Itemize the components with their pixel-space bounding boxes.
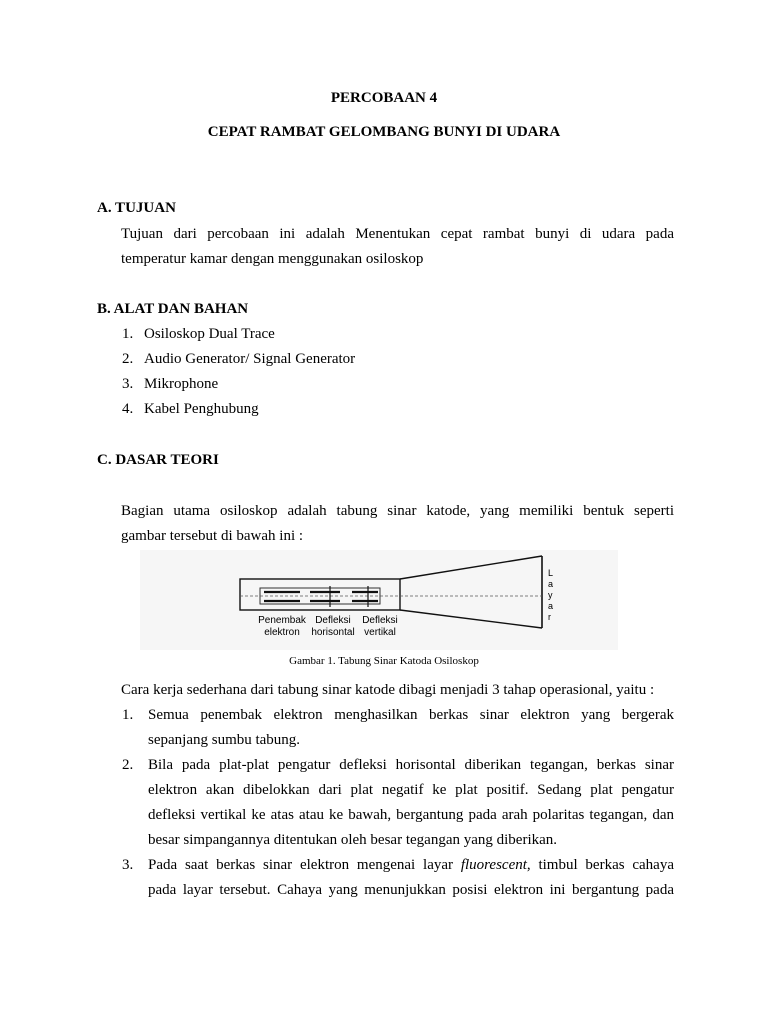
step-line: pada layar tersebut. Cahaya yang menunjukkan posisi elektron ini bergantung pada [148,882,674,898]
step-line: besar simpangannya ditentukan oleh besar tegangan yang diberikan. [148,832,558,848]
step-number: 1. [122,707,134,723]
step-text: , timbul berkas cahaya [526,857,675,873]
section-a-heading: A. TUJUAN [97,200,176,216]
crt-diagram [140,550,618,650]
list-item-number: 4. [122,401,134,417]
dasar-teori-line-2: gambar tersebut di bawah ini : [121,528,304,544]
label-layar-letter: L [548,568,554,578]
label-defleksi-horisontal: Defleksi [315,615,351,626]
section-c-heading: C. DASAR TEORI [97,452,219,468]
list-item: Audio Generator/ Signal Generator [144,351,356,367]
label-layar-letter: a [548,579,554,589]
tujuan-line-2: temperatur kamar dengan menggunakan osiloskop [121,251,424,267]
label-layar-letter: r [548,612,551,622]
tujuan-line-1: Tujuan dari percobaan ini adalah Menentukan cepat rambat bunyi di udara pada [121,226,674,242]
step-line [148,858,674,873]
label-layar-letter: y [548,590,553,600]
list-item: Mikrophone [144,376,219,392]
step-line: elektron akan dibelokkan dari plat negatif ke plat positif. Sedang plat pengatur [148,782,674,798]
step-line: Semua penembak elektron menghasilkan berkas sinar elektron yang bergerak [148,707,674,723]
steps-lead: Cara kerja sederhana dari tabung sinar katode dibagi menjadi 3 tahap operasional, yaitu : [121,682,655,698]
label-layar-letter: a [548,601,554,611]
step-number: 2. [122,757,134,773]
dasar-teori-line-1: Bagian utama osiloskop adalah tabung sinar katode, yang memiliki bentuk seperti [121,503,674,519]
list-item-number: 1. [122,326,134,342]
figure-caption: Gambar 1. Tabung Sinar Katoda Osiloskop [289,655,479,667]
label-penembak: Penembak [258,615,306,626]
list-item: Kabel Penghubung [144,401,259,417]
list-item-number: 2. [122,351,134,367]
step-text: Pada saat berkas sinar elektron mengenai layar [148,857,461,873]
label-vertikal: vertikal [364,627,396,638]
label-elektron: elektron [264,627,300,638]
label-defleksi-vertikal: Defleksi [362,615,398,626]
label-horisontal: horisontal [311,627,355,638]
step-line: defleksi vertikal ke atas atau ke bawah, bergantung pada arah polaritas tegangan, dan [148,807,674,823]
fluorescent-term: fluorescent [460,857,527,873]
list-item: Osiloskop Dual Trace [144,326,275,342]
page-subtitle: CEPAT RAMBAT GELOMBANG BUNYI DI UDARA [207,124,561,140]
section-b-heading: B. ALAT DAN BAHAN [97,301,249,317]
page-title: PERCOBAAN 4 [330,90,438,106]
list-item-number: 3. [122,376,134,392]
step-number: 3. [122,857,134,873]
step-line: Bila pada plat-plat pengatur defleksi horisontal diberikan tegangan, berkas sinar [148,757,674,773]
step-line: sepanjang sumbu tabung. [148,732,301,748]
